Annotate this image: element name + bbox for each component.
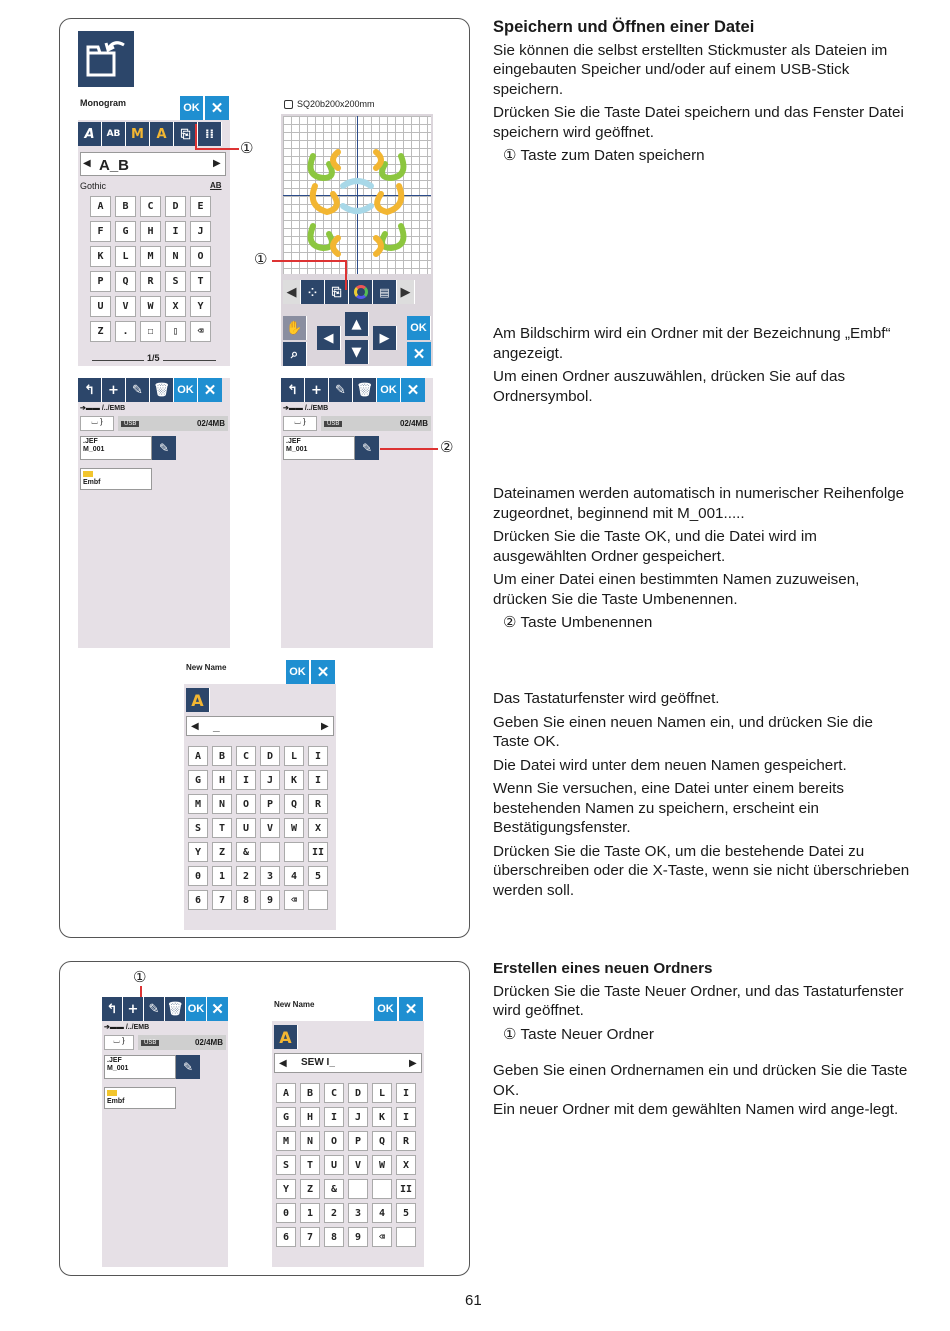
letter-keyboard — [188, 746, 328, 910]
key[interactable]: 9 — [260, 890, 280, 910]
key[interactable]: 6 — [276, 1227, 296, 1247]
key[interactable]: C — [140, 196, 161, 217]
key[interactable]: 2 — [324, 1203, 344, 1223]
close-button[interactable]: ✕ — [207, 997, 228, 1021]
delete-icon[interactable]: 🗑 — [165, 997, 186, 1021]
key[interactable]: Z — [212, 842, 232, 862]
delete-icon[interactable]: 🗑 — [353, 378, 377, 402]
key[interactable]: U — [236, 818, 256, 838]
memory-usage: USB 02/4MB — [321, 416, 431, 431]
monogram-text: A_B — [99, 157, 130, 174]
key[interactable]: N — [212, 794, 232, 814]
file-save-icon — [78, 31, 134, 87]
key[interactable]: C — [324, 1083, 344, 1103]
key[interactable]: B — [212, 746, 232, 766]
key[interactable]: P — [90, 271, 111, 292]
section-2-title: Erstellen eines neuen Ordners — [493, 960, 713, 977]
close-button[interactable]: ✕ — [311, 660, 335, 684]
folder-up-icon[interactable]: ↰ — [78, 378, 102, 402]
key[interactable]: I — [165, 221, 186, 242]
key[interactable] — [396, 1227, 416, 1247]
key[interactable]: A — [90, 196, 111, 217]
section-1-text: Speichern und Öffnen einer Datei Sie können die selbst erstellten Stickmuster als Dateien im eingebauten Speicher und/oder auf einem USB-Stick speichern. Drücken Sie die Taste Datei speichern und das Fenster Datei speichern wird geöffnet. ① Taste zum Daten speichern — [493, 18, 913, 170]
key[interactable]: N — [165, 246, 186, 267]
key[interactable]: O — [236, 794, 256, 814]
key[interactable]: 4 — [284, 866, 304, 886]
key[interactable]: 6 — [188, 890, 208, 910]
key[interactable]: I — [324, 1107, 344, 1127]
zoom-icon[interactable]: ⌕ — [283, 342, 307, 366]
save-file-screen-2: ↰ + ✎ 🗑 OK ✕ ➔▬▬ /../EMB ⌴ } USB 02/4MB .JEF M_001 ✎ — [281, 378, 433, 648]
key[interactable]: P — [348, 1131, 368, 1151]
key[interactable]: S — [276, 1155, 296, 1175]
key[interactable]: K — [90, 246, 111, 267]
ok-button[interactable]: OK — [186, 997, 207, 1021]
key[interactable]: P — [260, 794, 280, 814]
page-indicator: 1/5 — [144, 353, 163, 363]
monogram-title: Monogram — [80, 98, 126, 108]
key[interactable]: V — [115, 296, 136, 317]
key[interactable]: H — [212, 770, 232, 790]
key[interactable]: ⌫ — [372, 1227, 392, 1247]
hand-icon[interactable]: ✋ — [283, 316, 307, 340]
key[interactable]: C — [236, 746, 256, 766]
key[interactable]: R — [308, 794, 328, 814]
rename-icon[interactable]: ✎ — [329, 378, 353, 402]
close-button[interactable]: ✕ — [205, 96, 229, 120]
edit-screen — [281, 96, 433, 366]
callout-marker-2: ② — [440, 438, 454, 456]
key[interactable]: 7 — [300, 1227, 320, 1247]
color-list-icon[interactable]: ▤ — [373, 280, 397, 304]
delete-icon[interactable]: 🗑 — [150, 378, 174, 402]
key[interactable]: K — [372, 1107, 392, 1127]
page-number: 61 — [465, 1292, 482, 1309]
key[interactable]: Q — [372, 1131, 392, 1151]
key[interactable]: A — [276, 1083, 296, 1103]
design-canvas[interactable] — [283, 116, 431, 274]
ok-button[interactable]: OK — [374, 997, 398, 1021]
color-wheel-icon[interactable] — [349, 280, 373, 304]
key[interactable]: 1 — [300, 1203, 320, 1223]
arrow-left-icon[interactable]: ◀ — [317, 326, 341, 350]
key[interactable]: E — [190, 196, 211, 217]
callout-marker-1: ① — [240, 139, 254, 157]
arrow-down-icon[interactable]: ▼ — [345, 340, 369, 364]
arrow-right-icon[interactable]: ▶ — [373, 326, 397, 350]
keyboard-title: New Name — [274, 1000, 315, 1009]
key[interactable]: U — [90, 296, 111, 317]
section-2-text: Erstellen eines neuen Ordners Drücken Sie die Taste Neuer Ordner, und das Tastaturfenster wird geöffnet. ① Taste Neuer Ordner Geben Sie einen Ordnernamen ein und drücken Sie die Taste OK. Ein neuer Ordner mit dem gewählten Namen wird ange-legt. — [493, 959, 913, 1124]
key[interactable]: Q — [284, 794, 304, 814]
key[interactable]: L — [284, 746, 304, 766]
memory-usage: USB 02/4MB — [138, 1035, 226, 1050]
folder-path: ➔▬▬ /../EMB — [283, 405, 329, 412]
key[interactable]: L — [115, 246, 136, 267]
key[interactable]: I — [236, 770, 256, 790]
key[interactable]: A — [188, 746, 208, 766]
key[interactable] — [260, 842, 280, 862]
key[interactable] — [308, 890, 328, 910]
file-item[interactable]: .JEF M_001 — [104, 1055, 176, 1079]
key[interactable]: J — [260, 770, 280, 790]
key[interactable]: 8 — [324, 1227, 344, 1247]
key[interactable]: D — [165, 196, 186, 217]
ok-button[interactable]: OK — [377, 378, 401, 402]
key[interactable]: 5 — [396, 1203, 416, 1223]
key[interactable]: X — [165, 296, 186, 317]
key[interactable]: X — [396, 1155, 416, 1175]
hoop-size: SQ20b200x200mm — [297, 99, 375, 109]
key[interactable]: D — [260, 746, 280, 766]
folder-path: ➔▬▬ /../EMB — [104, 1024, 150, 1031]
key[interactable]: I — [308, 770, 328, 790]
key[interactable]: M — [188, 794, 208, 814]
select-pattern-icon[interactable]: ⁘ — [301, 280, 325, 304]
key[interactable]: T — [212, 818, 232, 838]
key[interactable]: Y — [276, 1179, 296, 1199]
name-input[interactable]: _ — [213, 719, 220, 733]
rename-icon[interactable]: ✎ — [126, 378, 150, 402]
key[interactable]: T — [300, 1155, 320, 1175]
close-button[interactable]: ✕ — [198, 378, 222, 402]
key[interactable]: 2 — [236, 866, 256, 886]
key[interactable] — [348, 1179, 368, 1199]
save-file-screen: ↰ + ✎ 🗑 OK ✕ ➔▬▬ /../EMB ⌴ } USB 02/4MB .JEF M_001 ✎ Embf — [78, 378, 230, 648]
text-size-icon[interactable]: AB — [102, 122, 126, 146]
key[interactable]: O — [324, 1131, 344, 1151]
font-type-icon[interactable]: A — [186, 688, 210, 712]
font-badge: AB — [210, 181, 222, 190]
rename-button[interactable]: ✎ — [355, 436, 379, 460]
ok-button[interactable]: OK — [407, 316, 431, 340]
key[interactable]: 3 — [348, 1203, 368, 1223]
key[interactable]: U — [324, 1155, 344, 1175]
close-button[interactable]: ✕ — [401, 378, 425, 402]
save-file-icon[interactable]: ⎘ — [174, 122, 198, 146]
key[interactable]: H — [300, 1107, 320, 1127]
folder-up-icon[interactable]: ↰ — [102, 997, 123, 1021]
name-input[interactable]: SEW I_ — [301, 1057, 335, 1068]
key[interactable]: II — [308, 842, 328, 862]
key[interactable]: X — [308, 818, 328, 838]
monogram-m-icon[interactable]: M — [126, 122, 150, 146]
callout-marker-1b: ① — [254, 250, 268, 268]
key[interactable]: 4 — [372, 1203, 392, 1223]
monogram-keyboard — [90, 196, 211, 342]
key[interactable]: G — [276, 1107, 296, 1127]
key[interactable]: G — [115, 221, 136, 242]
file-item[interactable]: .JEF M_001 — [80, 436, 152, 460]
letter-keyboard — [276, 1083, 416, 1247]
key[interactable]: V — [260, 818, 280, 838]
folder-up-icon[interactable]: ↰ — [281, 378, 305, 402]
key[interactable]: & — [236, 842, 256, 862]
key[interactable]: J — [190, 221, 211, 242]
key[interactable]: N — [300, 1131, 320, 1151]
key[interactable]: I — [396, 1083, 416, 1103]
key[interactable]: . — [115, 321, 136, 342]
key[interactable]: B — [300, 1083, 320, 1103]
ok-button[interactable]: OK — [180, 96, 204, 120]
color-a-icon[interactable]: A — [150, 122, 174, 146]
key[interactable]: & — [324, 1179, 344, 1199]
close-button[interactable]: ✕ — [399, 997, 423, 1021]
callout-marker-1c: ① — [133, 968, 147, 986]
key[interactable]: O — [190, 246, 211, 267]
memory-usage: USB 02/4MB — [118, 416, 228, 431]
rename-button[interactable]: ✎ — [176, 1055, 200, 1079]
key[interactable]: G — [188, 770, 208, 790]
ok-button[interactable]: OK — [174, 378, 198, 402]
key[interactable]: R — [396, 1131, 416, 1151]
new-folder-icon[interactable]: + — [305, 378, 329, 402]
key[interactable]: Y — [188, 842, 208, 862]
key[interactable]: L — [372, 1083, 392, 1103]
key[interactable]: T — [190, 271, 211, 292]
rename-icon[interactable]: ✎ — [144, 997, 165, 1021]
key[interactable]: M — [140, 246, 161, 267]
key[interactable] — [284, 842, 304, 862]
folder-item[interactable]: Embf — [104, 1087, 176, 1109]
embroidery-design — [283, 116, 431, 274]
ok-button[interactable]: OK — [286, 660, 310, 684]
key[interactable]: Q — [115, 271, 136, 292]
key[interactable]: Z — [90, 321, 111, 342]
scroll-left-icon[interactable]: ◀ — [283, 280, 301, 304]
key[interactable]: J — [348, 1107, 368, 1127]
section-1-title: Speichern und Öffnen einer Datei — [493, 18, 755, 36]
key[interactable]: M — [276, 1131, 296, 1151]
key[interactable]: 5 — [308, 866, 328, 886]
scroll-right-icon[interactable]: ▶ — [397, 280, 415, 304]
key[interactable]: ⌫ — [190, 321, 211, 342]
key[interactable]: 0 — [188, 866, 208, 886]
monogram-screen: Monogram OK ✕ A AB M A ⎘ ⁞⁞ ◀ A_B ▶ Gothic AB A B C D E F G H I J K L M N O P Q R S T U V W X Y Z . ☐ ▯ ⌫ 1/5 — [78, 96, 230, 366]
new-folder-keyboard-screen: New Name OK ✕ A ◀ SEW I_ ▶ A B C D L I G H I J K I M N O P Q R S T U V W X Y Z & II 0 1 2 3 4 5 6 7 8 9 ⌫ — [272, 997, 424, 1267]
key[interactable]: W — [372, 1155, 392, 1175]
key[interactable] — [372, 1179, 392, 1199]
key[interactable]: K — [284, 770, 304, 790]
file-item[interactable]: .JEF M_001 — [283, 436, 355, 460]
folder-item[interactable]: Embf — [80, 468, 152, 490]
rename-keyboard-screen: New Name OK ✕ A ◀ _ ▶ A B C D L I G H I J K I M N O P Q R S T U V W X Y Z & II 0 1 2 3 4 5 6 7 8 9 ⌫ — [184, 660, 336, 930]
new-folder-file-screen: ↰ + ✎ 🗑 OK ✕ ➔▬▬ /../EMB ⌴ } USB 02/4MB .JEF M_001 ✎ Embf — [102, 997, 228, 1267]
key[interactable]: ⌫ — [284, 890, 304, 910]
folder-path: ➔▬▬ /../EMB — [80, 405, 126, 412]
key[interactable]: ☐ — [140, 321, 161, 342]
key[interactable]: 0 — [276, 1203, 296, 1223]
key[interactable]: W — [140, 296, 161, 317]
key[interactable]: B — [115, 196, 136, 217]
key[interactable]: ▯ — [165, 321, 186, 342]
key[interactable]: S — [188, 818, 208, 838]
key[interactable]: 7 — [212, 890, 232, 910]
key[interactable]: 1 — [212, 866, 232, 886]
font-type-icon[interactable]: A — [274, 1025, 298, 1049]
layout-icon[interactable]: ⁞⁞ — [198, 122, 222, 146]
key[interactable]: W — [284, 818, 304, 838]
key[interactable]: F — [90, 221, 111, 242]
key[interactable]: R — [140, 271, 161, 292]
key[interactable]: I — [396, 1107, 416, 1127]
keyboard-title: New Name — [186, 663, 227, 672]
key[interactable]: S — [165, 271, 186, 292]
key[interactable]: V — [348, 1155, 368, 1175]
font-a-icon[interactable]: A — [78, 122, 102, 146]
key[interactable]: 3 — [260, 866, 280, 886]
rename-button[interactable]: ✎ — [152, 436, 176, 460]
key[interactable]: II — [396, 1179, 416, 1199]
new-folder-icon[interactable]: + — [123, 997, 144, 1021]
key[interactable]: 9 — [348, 1227, 368, 1247]
arrow-up-icon[interactable]: ▲ — [345, 312, 369, 336]
key[interactable]: I — [308, 746, 328, 766]
key[interactable]: Y — [190, 296, 211, 317]
key[interactable]: H — [140, 221, 161, 242]
key[interactable]: Z — [300, 1179, 320, 1199]
key[interactable]: D — [348, 1083, 368, 1103]
close-button[interactable]: ✕ — [407, 342, 431, 366]
new-folder-icon[interactable]: + — [102, 378, 126, 402]
font-name: Gothic — [80, 181, 107, 191]
save-file-icon[interactable]: ⎘ — [325, 280, 349, 304]
key[interactable]: 8 — [236, 890, 256, 910]
